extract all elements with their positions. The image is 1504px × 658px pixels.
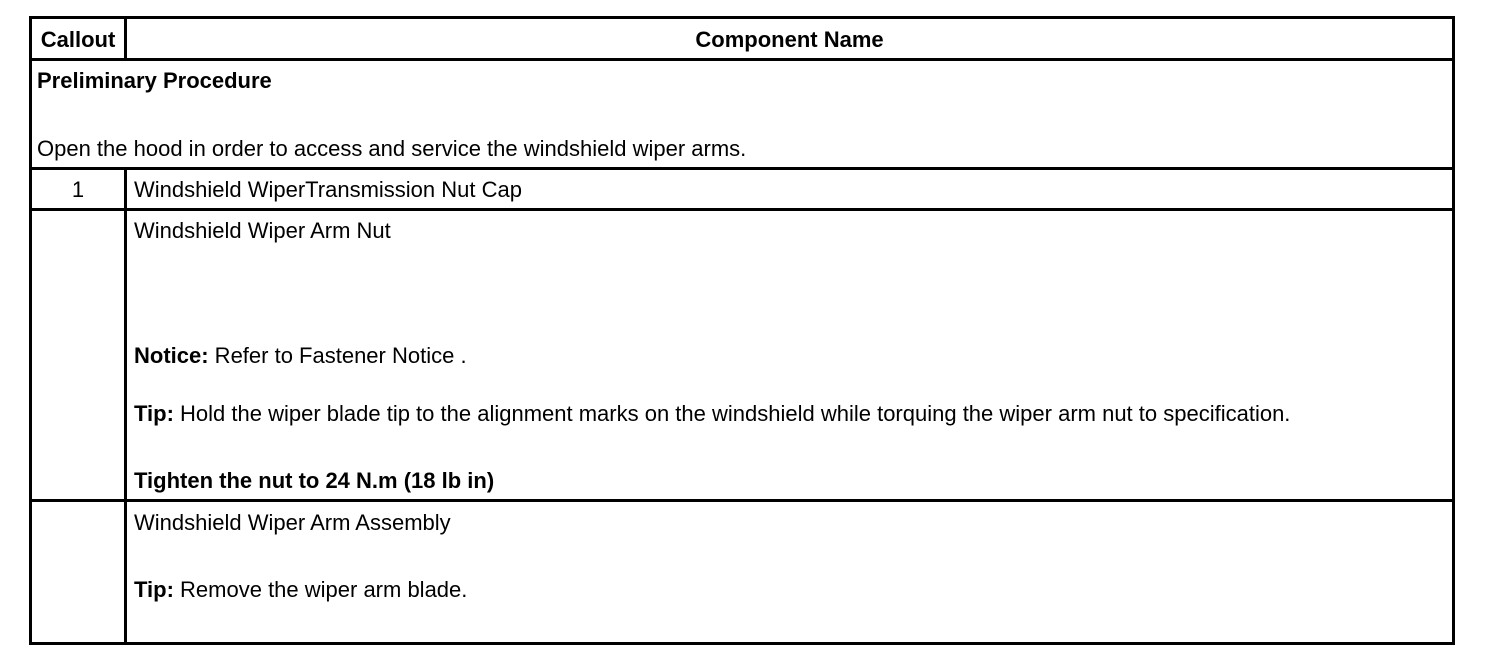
tip-text: Hold the wiper blade tip to the alignment marks on the windshield while torquing the wiper arm nut to specification. bbox=[173, 401, 1291, 426]
preliminary-divider bbox=[29, 167, 1455, 170]
row-2-notice bbox=[134, 343, 467, 369]
tip-label: Tip: bbox=[134, 577, 174, 602]
callout-column-divider bbox=[124, 167, 127, 645]
callout-header: Callout bbox=[40, 27, 116, 52]
notice-text: Refer to Fastener Notice . bbox=[208, 343, 467, 368]
tip-label: Tip: bbox=[134, 401, 174, 426]
notice-label: Notice: bbox=[134, 343, 209, 368]
row-3-component-name: Windshield Wiper Arm Assembly bbox=[134, 510, 451, 535]
row-3-tip bbox=[134, 577, 467, 603]
header-divider bbox=[29, 58, 1455, 61]
row-2-tip bbox=[134, 401, 1290, 427]
row-2-torque-spec: Tighten the nut to 24 N.m (18 lb in) bbox=[134, 468, 495, 493]
row-1-callout: 1 bbox=[71, 177, 85, 202]
row-1-component-name: Windshield WiperTransmission Nut Cap bbox=[134, 177, 522, 202]
component-name-header: Component Name bbox=[695, 27, 884, 52]
row-2-component-name: Windshield Wiper Arm Nut bbox=[134, 218, 391, 243]
tip-text: Remove the wiper arm blade. bbox=[173, 577, 468, 602]
procedure-table bbox=[29, 16, 1455, 645]
row-2-divider bbox=[29, 499, 1455, 502]
row-1-divider bbox=[29, 208, 1455, 211]
preliminary-text: Open the hood in order to access and service the windshield wiper arms. bbox=[37, 136, 747, 161]
preliminary-title: Preliminary Procedure bbox=[37, 68, 272, 93]
